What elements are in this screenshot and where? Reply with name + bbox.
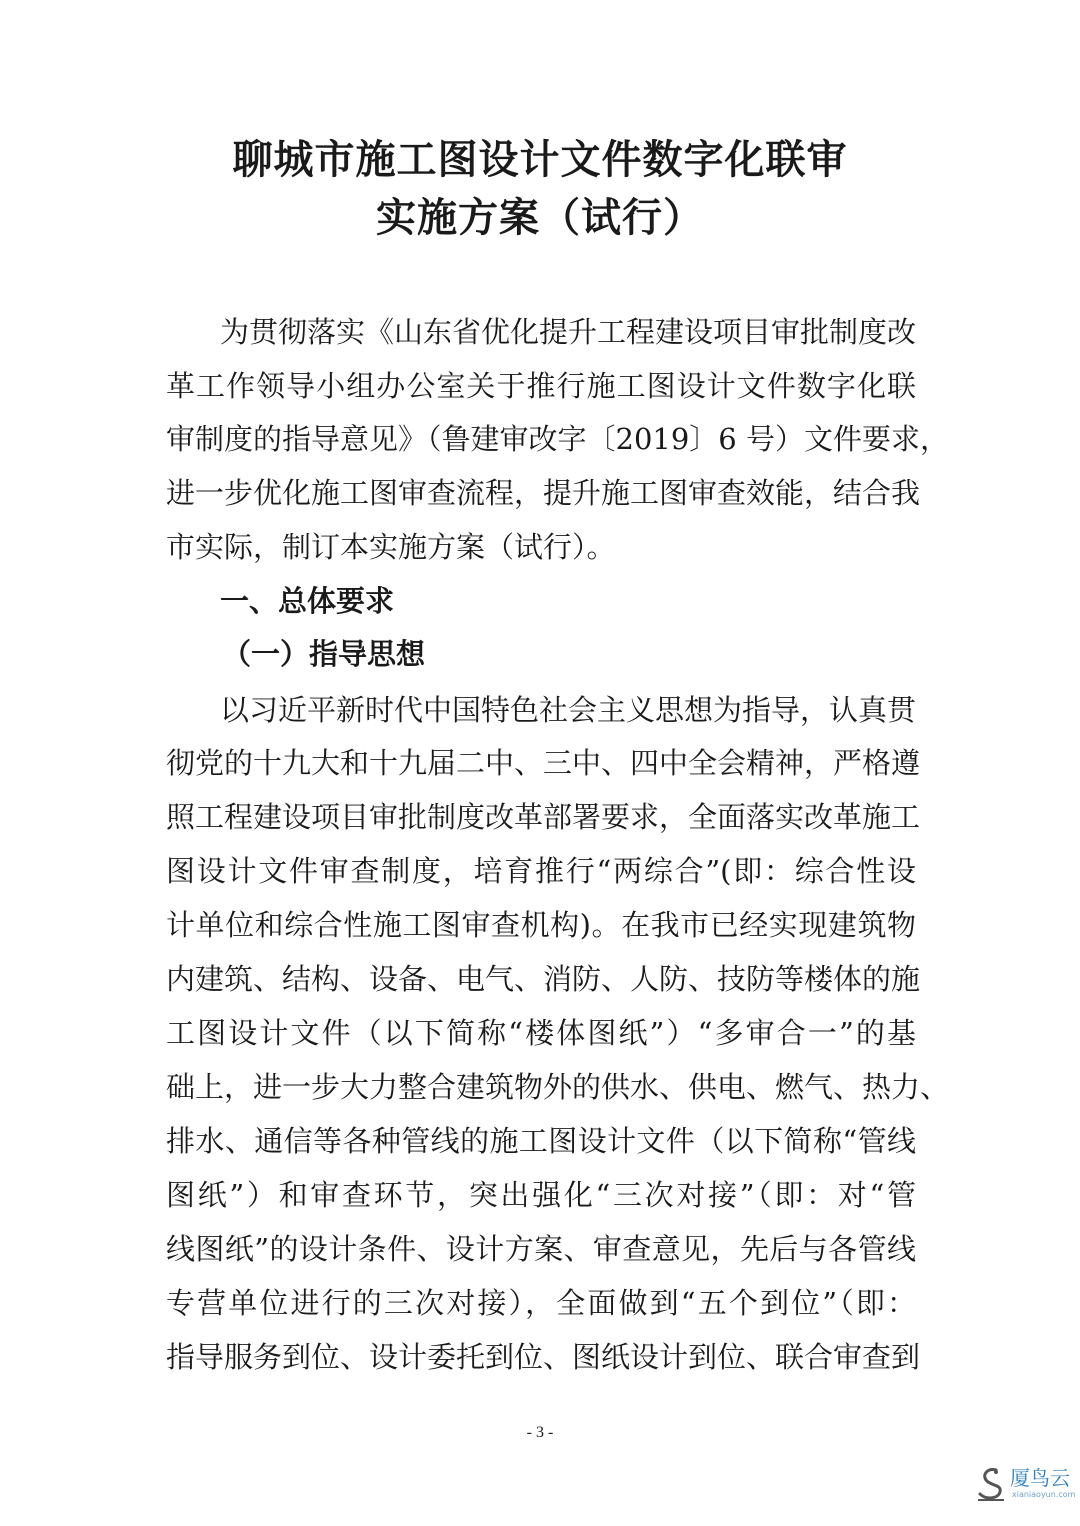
paragraph2-line: 线图纸”的设计条件、设计方案、审查意见，先后与各管线 <box>166 1232 916 1266</box>
paragraph2-line: 排水、通信等各种管线的施工图设计文件（以下简称“管线 <box>166 1124 916 1158</box>
page-number: - 3 - <box>526 1424 554 1441</box>
paragraph1-line: 进一步优化施工图审查流程，提升施工图审查效能，结合我 <box>166 476 921 510</box>
paragraph2-line: 以习近平新时代中国特色社会主义思想为指导，认真贯 <box>220 693 917 727</box>
paragraph2-line: 础上，进一步大力整合建筑物外的供水、供电、燃气、热力、 <box>166 1070 950 1104</box>
paragraph2-line: 工图设计文件（以下简称“楼体图纸”）“多审合一”的基 <box>166 1016 916 1050</box>
paragraph1-line: 审制度的指导意见》（鲁建审改字〔2019〕6 号）文件要求， <box>166 422 949 456</box>
paragraph2-line: 彻党的十九大和十九届二中、三中、四中全会精神，严格遵 <box>166 746 921 780</box>
section-heading: 一、总体要求 <box>220 584 395 618</box>
paragraph1-line: 市实际，制订本实施方案（试行）。 <box>166 530 616 564</box>
watermark-url: xianiaoyun.com <box>1012 1490 1076 1499</box>
bird-logo-icon <box>974 1464 1008 1504</box>
paragraph2-line: 专营单位进行的三次对接），全面做到“五个到位”（即： <box>166 1286 916 1320</box>
document-title-line2: 实施方案（试行） <box>376 194 704 241</box>
watermark <box>974 1460 1076 1516</box>
paragraph2-line: 指导服务到位、设计委托到位、图纸设计到位、联合审查到 <box>166 1340 921 1374</box>
subsection-heading: （一）指导思想 <box>222 637 426 671</box>
paragraph1-line: 为贯彻落实《山东省优化提升工程建设项目审批制度改 <box>220 315 917 349</box>
paragraph2-line: 图纸”）和审查环节，突出强化“三次对接”（即：对“管 <box>166 1178 916 1212</box>
paragraph2-line: 内建筑、结构、设备、电气、消防、人防、技防等楼体的施 <box>166 962 921 996</box>
watermark-name: 厦鸟云 <box>1010 1466 1070 1490</box>
paragraph2-line: 图设计文件审查制度，培育推行“两综合”(即：综合性设 <box>166 854 916 888</box>
paragraph2-line: 照工程建设项目审批制度改革部署要求，全面落实改革施工 <box>166 800 921 834</box>
paragraph2-line: 计单位和综合性施工图审查机构)。在我市已经实现建筑物 <box>166 908 916 942</box>
document-title-line1: 聊城市施工图设计文件数字化联审 <box>232 136 848 183</box>
paragraph1-line: 革工作领导小组办公室关于推行施工图设计文件数字化联 <box>166 369 916 403</box>
